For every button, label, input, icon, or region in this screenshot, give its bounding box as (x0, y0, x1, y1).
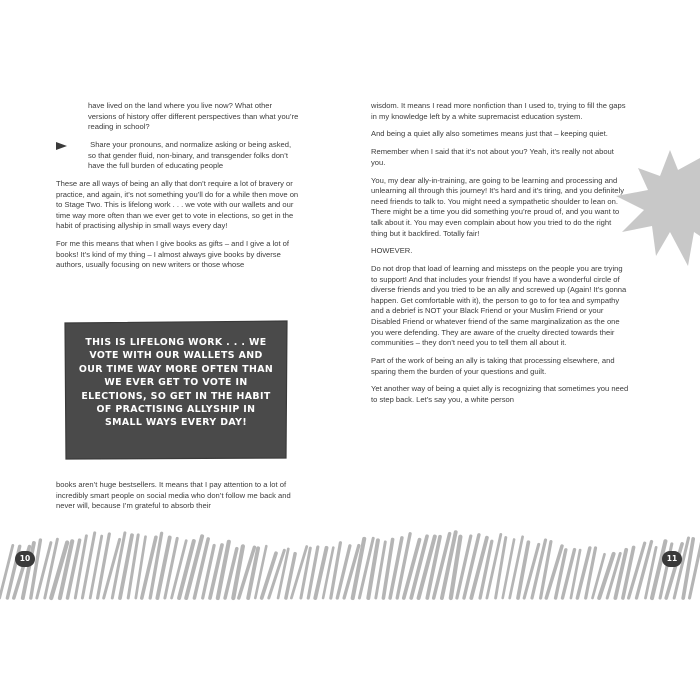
paragraph: wisdom. It means I read more nonfiction than I used to, trying to fill the gaps in my knowledge left by a white supremacist education system. (371, 101, 626, 121)
paragraph: Part of the work of being an ally is taking that processing elsewhere, and sparing them the burden of your questions and guilt. (371, 356, 615, 376)
hatch-stroke (487, 534, 501, 598)
paragraph: Do not drop that load of learning and missteps on the people you are trying to support! And that includes your friends! If you have a wonderful circle of diverse friends and you tried to be an ally and screwed up (Again! It’s gonna happen. Get comfortable with it), the person to go to for tea and sympathy and a debrief is NOT your Black Friend or your Muslim Friend or your Disabled Friend or whatever friend of the same marginalization as the one you were defending. They are aware of the cruelty directed towards their communities – they don’t need you to tell them all about it. (371, 264, 627, 348)
paragraph: Remember when I said that it’s not about you? Yeah, it’s really not about you. (371, 147, 614, 167)
left-text-column (56, 101, 300, 278)
left-text-column-bottom (56, 480, 300, 519)
paragraph: Yet another way of being a quiet ally is recognizing that sometimes you need to step back. Let’s say you, a white person (371, 384, 629, 404)
page-number-right: 11 (662, 551, 682, 567)
paragraph: You, my dear ally-in-training, are going to be learning and processing and unlearning all through this journey! It’s hard and it’s tiring, and you definitely need friends to talk to. You might need a sympathetic shoulder to lean on. There might be a time you did something you’re proud of, and you want to talk about it. You may even complain about how you tried to do the right thing but it backfired. Totally fair! (371, 175, 624, 238)
pull-quote-text: THIS IS LIFELONG WORK . . . WE VOTE WITH OUR WALLETS AND OUR TIME WAY MORE OFTEN THAN WE EVER GET TO VOTE IN ELECTIONS, SO GET IN THE HABIT OF PRACTISING ALLYSHIP IN SMALL WAYS EVERY DAY! (78, 337, 274, 429)
paragraph: HOWEVER. (371, 246, 413, 256)
pull-quote-box (63, 320, 289, 460)
bullet-item (56, 140, 300, 172)
paragraph: books aren’t huge bestsellers. It means that I pay attention to a lot of incredibly smart people on social media who don’t follow me back and never will, because I’m grateful to absorb their (56, 480, 291, 511)
hatch-stroke (471, 538, 487, 598)
hatch-decoration (0, 530, 700, 602)
hatch-stroke (464, 535, 479, 598)
star-burst-icon (608, 148, 700, 268)
page-number-left: 10 (15, 551, 35, 567)
hatch-stroke (599, 554, 613, 598)
bullet-text: Share your pronouns, and normalize asking or being asked, so that gender fluid, non-binary, and transgender folks don’t have the full burden of educating people (88, 139, 292, 171)
paragraph: These are all ways of being an ally that don’t require a lot of bravery or practice, and again, it’s not something you’ll do for a while then move on to Stage Two. This is lifelong work . . . we vote with our wallets and our time way more often than we ever get to vote in elections, so get in the habit of practising allyship in small ways every day! (56, 178, 299, 231)
paragraph: For me this means that when I give books as gifts – and I give a lot of books! It’s kind of my thing – I almost always give books by diverse authors, usually focusing on new writers or those whose (56, 239, 289, 270)
paragraph: And being a quiet ally also sometimes means just that – keeping quiet. (371, 129, 608, 139)
paragraph: have lived on the land where you live now? What other versions of history offer different perspectives than what you’re reading in school? (88, 101, 299, 132)
arrow-bullet-icon (56, 142, 67, 150)
right-text-column (371, 101, 629, 413)
